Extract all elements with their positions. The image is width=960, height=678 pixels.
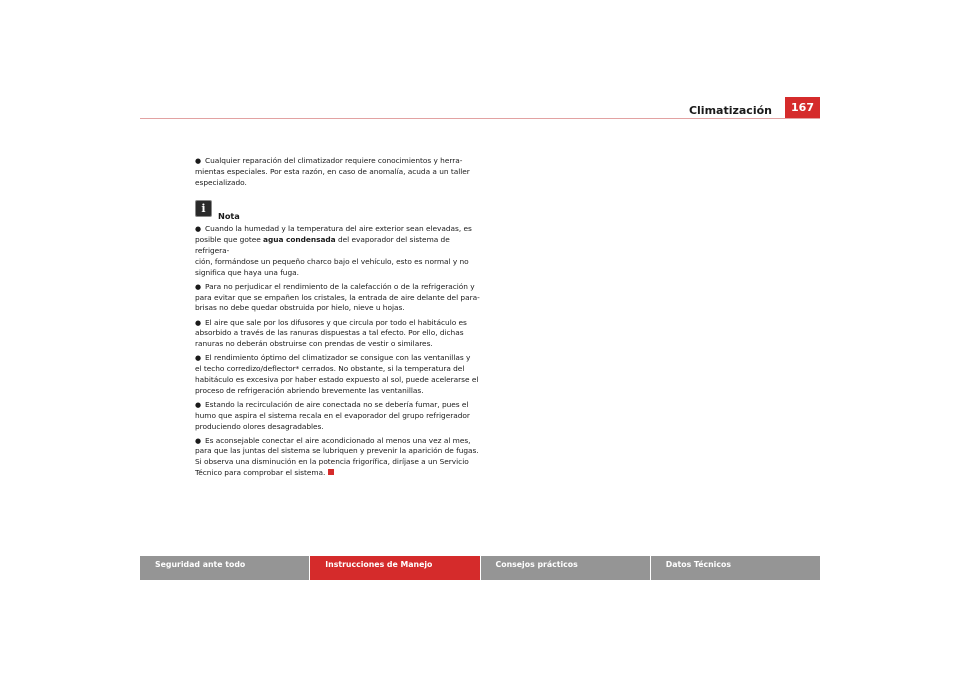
tab-instrucciones[interactable]: Instrucciones de Manejo — [310, 556, 479, 580]
note-bullet-4 — [195, 353, 480, 396]
note-1-text-before: Cuando la humedad y la temperatura del aire exterior sean elevadas, es posible que gotee — [195, 224, 472, 245]
note-bullet-3 — [195, 318, 480, 350]
page-number: 167 — [785, 97, 820, 118]
bullet-icon: ● — [195, 225, 202, 234]
note-5-text: Estando la recirculación de aire conectada no se debería fumar, pues el humo que aspira el sistema recala en el evaporador del grupo refrigerador produciendo olores desagradables. — [195, 399, 470, 431]
end-of-section-icon — [328, 469, 334, 475]
chapter-title: Climatización — [688, 104, 772, 117]
tab-datos-tecnicos[interactable]: Datos Técnicos — [651, 556, 820, 580]
info-icon: i — [195, 200, 212, 217]
note-bullet-5 — [195, 400, 480, 432]
note-heading — [195, 199, 480, 221]
note-bullet-6 — [195, 436, 480, 479]
bullet-icon: ● — [195, 318, 202, 327]
note-3-text: El aire que sale por los difusores y que circula por todo el habitáculo es absorbido a través de las ranuras dispuestas a tal efecto. Por ello, dichas ranuras no deberán obstruirse con prendas de vestir o similares. — [195, 317, 467, 349]
note-bullet-2 — [195, 282, 480, 314]
note-bullet-1 — [195, 224, 480, 278]
bullet-icon: ● — [195, 354, 202, 363]
note-1-text-after: del evaporador del sistema de refrigera- ción, formándose un pequeño charco bajo el vehículo, esto es normal y no significa que haya una fuga. — [195, 235, 469, 277]
note-label: Nota — [218, 210, 240, 221]
intro-bullet — [195, 156, 480, 188]
tab-consejos[interactable]: Consejos prácticos — [481, 556, 650, 580]
note-2-text: Para no perjudicar el rendimiento de la calefacción o de la refrigeración y para evitar que se empañen los cristales, la entrada de aire delante del para- brisas no debe quedar obstruida por hielo, nieve u hojas. — [195, 281, 480, 313]
bullet-icon: ● — [195, 436, 202, 445]
note-6-text: Es aconsejable conectar el aire acondicionado al menos una vez al mes, para que las juntas del sistema se lubriquen y prevenir la aparición de fugas. Si observa una disminución en la potencia frigorífica, diríjase a un Servicio Técnico para comprobar el sistema. — [195, 435, 479, 478]
note-4-text: El rendimiento óptimo del climatizador se consigue con las ventanillas y el techo corredizo/deflector* cerrados. No obstante, si la temperatura del habitáculo es excesiva por haber estado expuesto al sol, puede acelerarse el proceso de refrigeración abriendo brevemente las ventanillas. — [195, 353, 479, 395]
bullet-icon: ● — [195, 400, 202, 409]
footer-nav — [140, 556, 820, 580]
header-rule — [140, 118, 820, 119]
bullet-icon: ● — [195, 282, 202, 291]
tab-seguridad[interactable]: Seguridad ante todo — [140, 556, 309, 580]
page-content — [195, 156, 480, 482]
note-1-bold-term: agua condensada — [263, 235, 336, 245]
intro-bullet-text: Cualquier reparación del climatizador requiere conocimientos y herra- mientas especiales. Por esta razón, en caso de anomalía, acuda a un taller especializado. — [195, 156, 470, 187]
bullet-icon: ● — [195, 157, 202, 165]
